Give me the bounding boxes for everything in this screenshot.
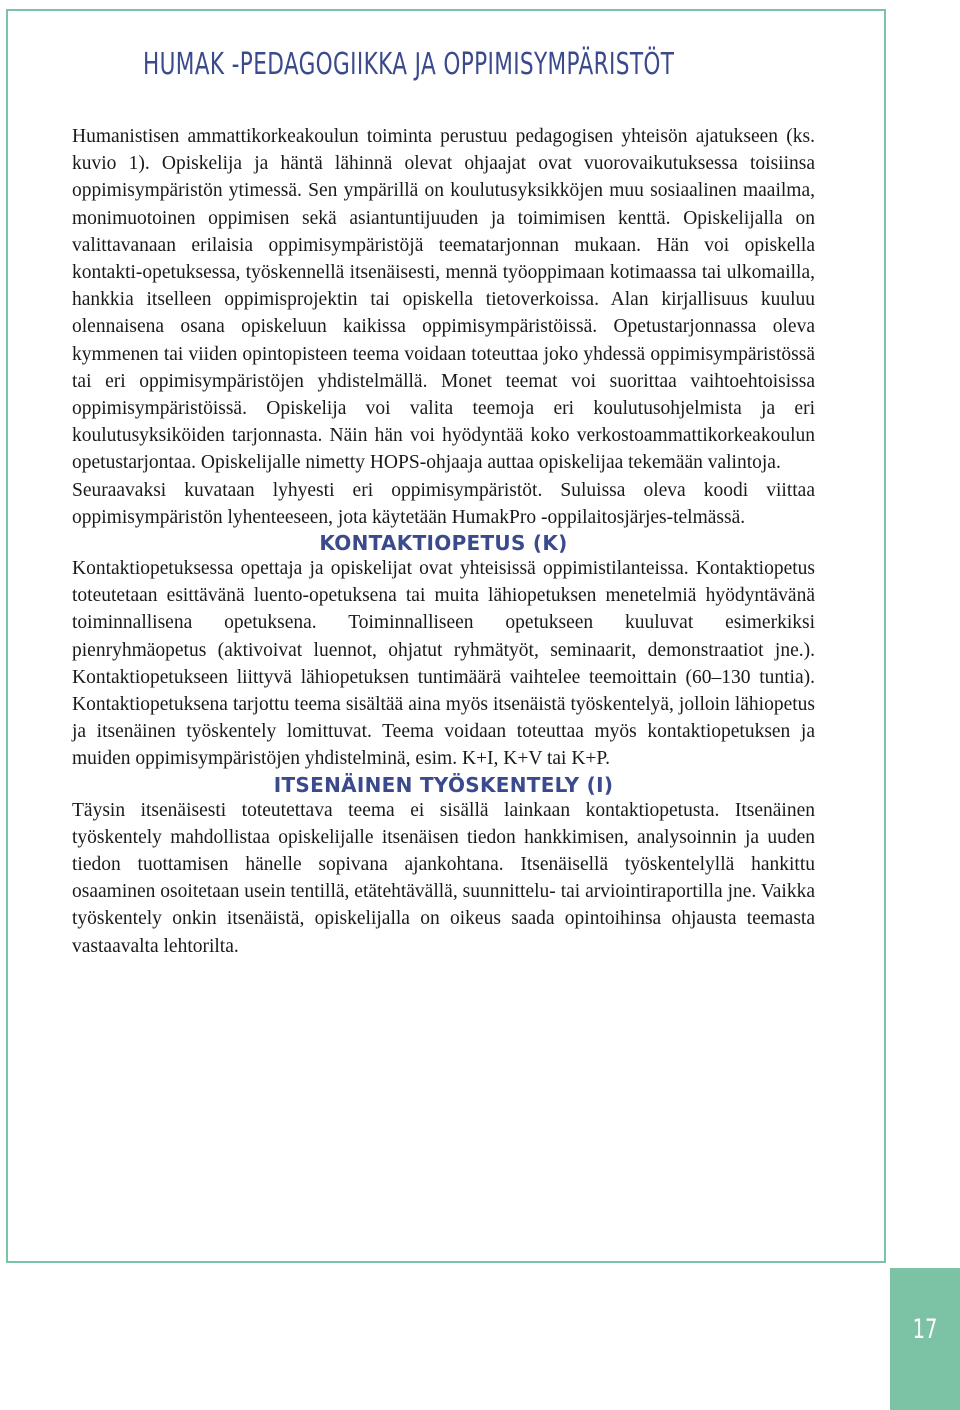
section-heading-itsenainen: ITSENÄINEN TYÖSKENTELY (I) (273, 772, 614, 797)
section-text-itsenainen: Täysin itsenäisesti toteutettava teema ei sisällä lainkaan kontaktiopetusta. Itsenäinen työskentely mahdollistaa opiskelijalle itsenäisen tiedon hankkimisen, analysoinnin ja uuden tiedon tuottamisen hänelle sopivana ajankohtana. Itsenäisellä työskentelyllä hankittu osaaminen osoitetaan usein tentillä, etätehtävällä, suunnittelu- tai arviointiraportilla jne. Vaikka työskentely onkin itsenäistä, opiskelijalla on oikeus saada opintoihinsa ohjausta teemasta vastaavalta lehtorilta. (72, 799, 815, 957)
overview-paragraph: Seuraavaksi kuvataan lyhyesti eri oppimisympäristöt. Suluissa oleva koodi viittaa oppimisympäristön lyhenteeseen, jota käytetään HumakPro -oppilaitosjärjes-telmässä. (72, 479, 815, 528)
page-content (72, 123, 815, 960)
intro-paragraph: Humanistisen ammattikorkeakoulun toiminta perustuu pedagogisen yhteisön ajatukseen (ks. kuvio 1). Opiskelija ja häntä lähinnä olevat ohjaajat ovat vuorovaikutuksessa toisiinsa oppimisympäristön ytimessä. Sen ympärillä on koulutusyksikköjen muu sosiaalinen maailma, monimuotoinen oppimisen sekä asiantuntijuuden ja toimimisen kenttä. Opiskelijalla on valittavanaan erilaisia oppimisympäristöjä teematarjonnan mukaan. Hän voi opiskella kontakti-opetuksessa, työskennellä itsenäisesti, mennä työoppimaan kotimaassa tai ulkomailla, hankkia itselleen oppimisprojektin tai opiskella tietoverkoissa. Alan kirjallisuus kuuluu olennaisena osana opiskeluun kaikissa oppimisympäristöissä. Opetustarjonnassa oleva kymmenen tai viiden opintopisteen teema voidaan toteuttaa joko yhdessä oppimisympäristössä tai eri oppimisympäristöjen yhdistelmällä. Monet teemat voi suorittaa vaihtoehtoisissa oppimisympäristöissä. Opiskelija voi valita teemoja eri koulutusohjelmista ja eri koulutusyksiköiden tarjonnasta. Näin hän voi hyödyntää koko verkostoammattikorkeakoulun opetustarjontaa. Opiskelijalle nimetty HOPS-ohjaaja auttaa opiskelijaa tekemään valintoja. (72, 126, 815, 474)
section-heading-kontaktiopetus: KONTAKTIOPETUS (K) (319, 531, 568, 556)
page-number: 17 (912, 1314, 938, 1345)
page-number-tab (890, 1268, 960, 1410)
page-title: HUMAK -PEDAGOGIIKKA JA OPPIMISYMPÄRISTÖT (143, 47, 675, 82)
section-text-kontaktiopetus: Kontaktiopetuksessa opettaja ja opiskelijat ovat yhteisissä oppimistilanteissa. Kontaktiopetus toteutetaan esittävänä luento-opetuksena tai muita lähiopetuksen menetelmiä hyödyntävänä toiminnallisena opetuksena. Toiminnalliseen opetukseen kuuluvat esimerkiksi pienryhmäopetus (aktivoivat luennot, ohjatut ryhmätyöt, seminaarit, demonstraatiot jne.). Kontaktiopetukseen liittyvä lähiopetuksen tuntimäärä vaihtelee teemoittain (60–130 tuntia). Kontaktiopetuksena tarjottu teema sisältää aina myös itsenäistä työskentelyä, jolloin lähiopetus ja itsenäinen työskentely lomittuvat. Teema voidaan toteuttaa myös kontaktiopetuksen ja muiden oppimisympäristöjen yhdistelminä, esim. K+I, K+V tai K+P. (72, 558, 815, 770)
